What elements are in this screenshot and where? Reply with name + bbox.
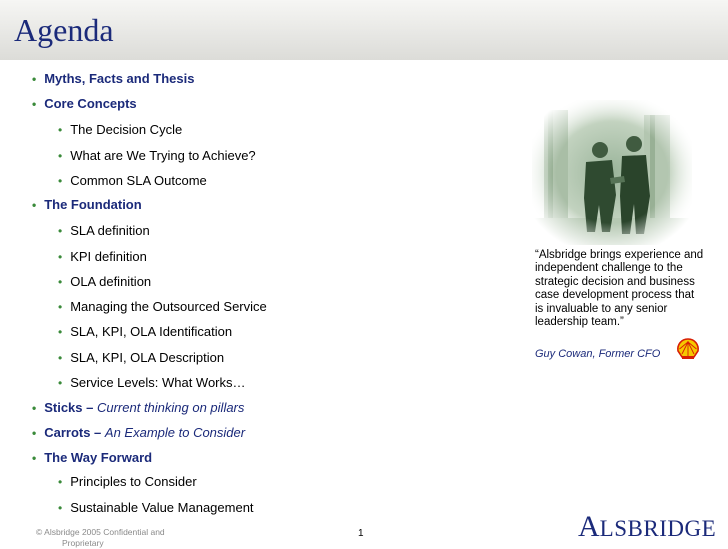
testimonial-quote: “Alsbridge brings experience and independent challenge to the strategic decision and business case development process that is invaluable to any senior leadership team.” <box>535 249 704 329</box>
shell-logo-icon <box>676 338 700 360</box>
copyright-notice: © Alsbridge 2005 Confidential and Proprietary <box>36 527 165 548</box>
quote-author: Guy Cowan, Former CFO <box>535 348 661 360</box>
agenda-subitem: • Service Levels: What Works… <box>58 375 246 390</box>
agenda-item: • Carrots – An Example to Consider <box>32 425 246 440</box>
agenda-subitem: • The Decision Cycle <box>58 122 183 137</box>
agenda-subitem: • Principles to Consider <box>58 474 197 489</box>
agenda-item: • Core Concepts <box>32 96 137 111</box>
agenda-item: • Myths, Facts and Thesis <box>32 71 195 86</box>
agenda-subitem: • Managing the Outsourced Service <box>58 299 267 314</box>
agenda-subitem: • SLA, KPI, OLA Description <box>58 350 225 365</box>
agenda-item: • The Way Forward <box>32 450 153 465</box>
alsbridge-logo: ALSBRIDGE <box>578 510 717 543</box>
agenda-subitem: • SLA, KPI, OLA Identification <box>58 324 233 339</box>
agenda-subitem: • Sustainable Value Management <box>58 500 254 515</box>
agenda-subitem: • SLA definition <box>58 223 150 238</box>
page-number: 1 <box>358 528 364 539</box>
agenda-item: • The Foundation <box>32 197 142 212</box>
agenda-subitem: • Common SLA Outcome <box>58 173 207 188</box>
agenda-item: • Sticks – Current thinking on pillars <box>32 400 245 415</box>
page-title: Agenda <box>14 12 114 48</box>
agenda-subitem: • KPI definition <box>58 249 147 264</box>
agenda-subitem: • What are We Trying to Achieve? <box>58 148 256 163</box>
handshake-photo <box>532 100 692 245</box>
agenda-subitem: • OLA definition <box>58 274 152 289</box>
